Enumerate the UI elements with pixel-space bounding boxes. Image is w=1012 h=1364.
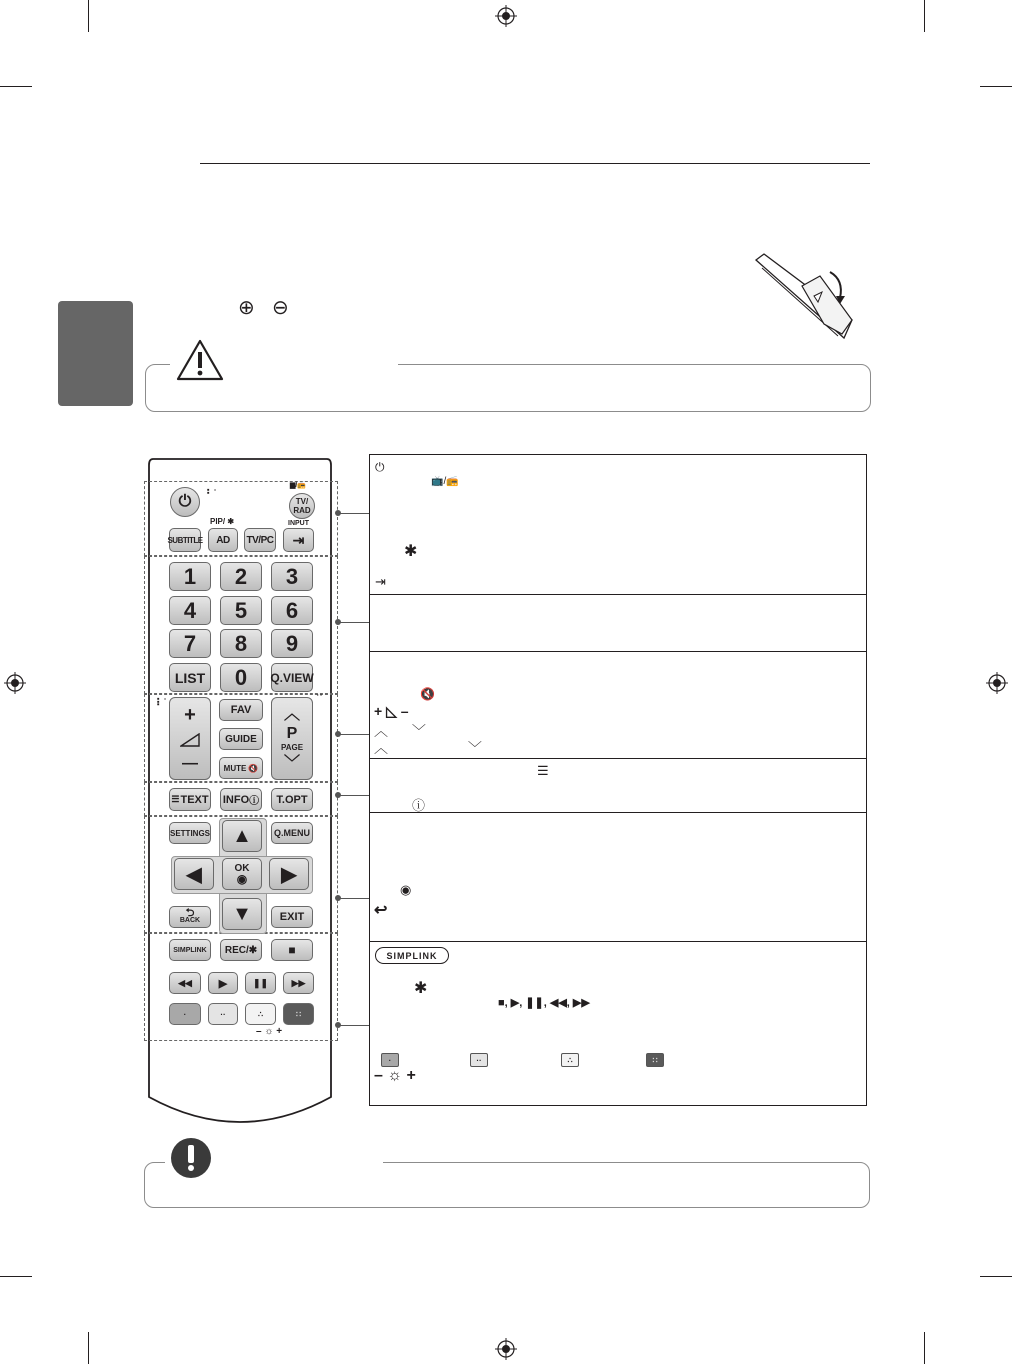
text-label: TEXT bbox=[180, 793, 209, 806]
description-table bbox=[369, 454, 867, 1106]
registration-mark-icon bbox=[495, 1338, 517, 1360]
input-button[interactable]: ⇥ bbox=[283, 528, 314, 552]
nav-down-button[interactable]: ▼ bbox=[222, 898, 262, 930]
nav-up-button[interactable]: ▲ bbox=[222, 820, 262, 852]
program-p-label: P bbox=[286, 725, 298, 742]
settings-button[interactable]: SETTINGS bbox=[169, 822, 211, 844]
power-button[interactable]: ⏻ bbox=[170, 487, 200, 517]
battery-cover-illustration bbox=[752, 250, 862, 342]
desc-row-nav bbox=[370, 813, 866, 942]
number-6-button[interactable]: 6 bbox=[271, 596, 313, 625]
ok-button[interactable] bbox=[222, 858, 262, 890]
caution-box bbox=[145, 364, 871, 412]
mute-button[interactable] bbox=[219, 757, 263, 779]
tv-rad-button[interactable]: TV/ RAD bbox=[289, 493, 315, 519]
number-2-button[interactable]: 2 bbox=[220, 562, 262, 591]
ad-button[interactable]: AD bbox=[208, 528, 238, 552]
crop-mark bbox=[924, 0, 925, 32]
chevron-down-icon[interactable]: ﹀ bbox=[283, 755, 300, 772]
brightness-minus-plus-icon: – ☼ + bbox=[374, 1067, 416, 1084]
volume-down[interactable]: — bbox=[182, 755, 198, 772]
asterisk-icon: ✱ bbox=[404, 543, 418, 560]
crop-mark bbox=[924, 1332, 925, 1364]
back-icon: ⮌ bbox=[185, 907, 195, 919]
topt-button[interactable]: T.OPT bbox=[271, 788, 313, 811]
fav-button[interactable]: FAV bbox=[219, 699, 263, 721]
chevron-up-icon[interactable]: ︿ bbox=[283, 706, 300, 723]
volume-plus-minus-icon: + ◺ – bbox=[374, 703, 409, 719]
number-4-button[interactable]: 4 bbox=[169, 596, 211, 625]
color-button-1[interactable]: · bbox=[169, 1003, 201, 1025]
registration-mark-icon bbox=[986, 672, 1008, 694]
brightness-label: – ☼ + bbox=[256, 1026, 283, 1037]
number-9-button[interactable]: 9 bbox=[271, 629, 313, 658]
asterisk-icon: ✱ bbox=[414, 980, 428, 997]
note-icon bbox=[170, 1137, 212, 1179]
volume-dots: ⠇˙ bbox=[156, 698, 167, 709]
qmenu-button[interactable]: Q.MENU bbox=[271, 822, 313, 844]
back-button[interactable] bbox=[169, 906, 211, 928]
input-icon: ⇥ bbox=[375, 574, 386, 589]
number-3-button[interactable]: 3 bbox=[271, 562, 313, 591]
simplink-logo: SIMPLINK bbox=[375, 947, 449, 964]
number-0-button[interactable]: 0 bbox=[220, 663, 262, 692]
tv-rad-top-label: ▆/📻 bbox=[290, 482, 307, 489]
list-button[interactable]: LIST bbox=[169, 663, 211, 692]
power-dots: ⠃˙ bbox=[206, 489, 217, 500]
back-label: BACK bbox=[179, 917, 201, 924]
nav-right-button[interactable]: ▶ bbox=[269, 858, 309, 890]
playback-controls-icons: ■, ▶, ❚❚, ◀◀, ▶▶ bbox=[498, 997, 590, 1009]
ok-icon: ◉ bbox=[400, 882, 412, 897]
number-1-button[interactable]: 1 bbox=[169, 562, 211, 591]
pip-label: PIP/ ✱ bbox=[210, 517, 235, 526]
tvpc-button[interactable]: TV/PC bbox=[244, 528, 276, 552]
mute-label: MUTE bbox=[223, 763, 247, 773]
color-swatch-2: ·· bbox=[470, 1053, 488, 1067]
number-5-button[interactable]: 5 bbox=[220, 596, 262, 625]
info-icon: ⓘ bbox=[249, 796, 260, 807]
crop-mark bbox=[980, 86, 1012, 87]
subtitle-button[interactable]: SUBTITLE bbox=[169, 528, 201, 552]
warning-icon bbox=[175, 338, 225, 382]
info-button[interactable] bbox=[220, 788, 262, 811]
ok-label: OK bbox=[234, 863, 250, 874]
nav-left-button[interactable]: ◀ bbox=[174, 858, 214, 890]
color-button-2[interactable]: ·· bbox=[208, 1003, 238, 1025]
crop-mark bbox=[0, 86, 32, 87]
qview-button[interactable]: Q.VIEW bbox=[271, 663, 313, 692]
mute-icon: 🔇 bbox=[420, 687, 435, 701]
number-7-button[interactable]: 7 bbox=[169, 629, 211, 658]
note-box bbox=[144, 1162, 870, 1208]
rewind-button[interactable]: ◀◀ bbox=[169, 972, 201, 994]
color-swatch-1: · bbox=[381, 1053, 399, 1067]
text-button[interactable] bbox=[169, 788, 211, 811]
crop-mark bbox=[980, 1276, 1012, 1277]
teletext-icon: ☰ bbox=[537, 763, 549, 778]
info-icon: ⓘ bbox=[412, 798, 426, 813]
play-button[interactable]: ▶ bbox=[208, 972, 238, 994]
fast-forward-button[interactable]: ▶▶ bbox=[283, 972, 314, 994]
program-dots: ˙˙ bbox=[316, 694, 323, 705]
color-button-3[interactable]: ∴ bbox=[245, 1003, 276, 1025]
page-up-down-icon: ︿ ﹀ bbox=[374, 740, 520, 756]
teletext-icon: ☰ bbox=[171, 794, 180, 804]
color-swatch-4: ∷ bbox=[646, 1053, 664, 1067]
simplink-button[interactable]: SIMPLINK bbox=[169, 939, 211, 961]
desc-row-text bbox=[370, 759, 866, 813]
ok-icon: ◉ bbox=[236, 872, 248, 886]
crop-mark bbox=[0, 1276, 32, 1277]
desc-row-playback bbox=[370, 942, 866, 1105]
color-swatch-3: ∴ bbox=[561, 1053, 579, 1067]
input-top-label: INPUT bbox=[288, 520, 309, 527]
header-rule bbox=[200, 163, 870, 164]
back-icon: ↩ bbox=[374, 902, 388, 919]
volume-up[interactable]: + bbox=[184, 704, 196, 726]
info-label: INFO bbox=[222, 793, 250, 806]
tv-radio-icon: 📺/📻 bbox=[431, 476, 459, 487]
power-icon: ⏻ bbox=[375, 460, 385, 474]
battery-plus-icon: ⊕ bbox=[238, 297, 255, 319]
volume-icon bbox=[180, 733, 200, 747]
program-rocker[interactable] bbox=[271, 697, 313, 780]
crop-mark bbox=[88, 1332, 89, 1364]
rec-button[interactable]: REC/✱ bbox=[220, 939, 262, 961]
mute-icon: 🔇 bbox=[248, 763, 259, 773]
pause-button[interactable]: ❚❚ bbox=[245, 972, 276, 994]
guide-button[interactable]: GUIDE bbox=[219, 728, 263, 750]
desc-row-numbers bbox=[370, 595, 866, 652]
battery-minus-icon: ⊖ bbox=[272, 297, 289, 319]
registration-mark-icon bbox=[4, 672, 26, 694]
color-button-4[interactable]: ∷ bbox=[283, 1003, 314, 1025]
number-8-button[interactable]: 8 bbox=[220, 629, 262, 658]
crop-mark bbox=[88, 0, 89, 32]
stop-button[interactable]: ■ bbox=[271, 939, 313, 961]
section-tab bbox=[58, 301, 133, 406]
volume-rocker[interactable] bbox=[169, 697, 211, 780]
program-up-down-icon: ︿ ﹀ bbox=[374, 723, 436, 739]
exit-button[interactable]: EXIT bbox=[271, 906, 313, 928]
page-label: PAGE bbox=[280, 743, 304, 752]
registration-mark-icon bbox=[495, 5, 517, 27]
